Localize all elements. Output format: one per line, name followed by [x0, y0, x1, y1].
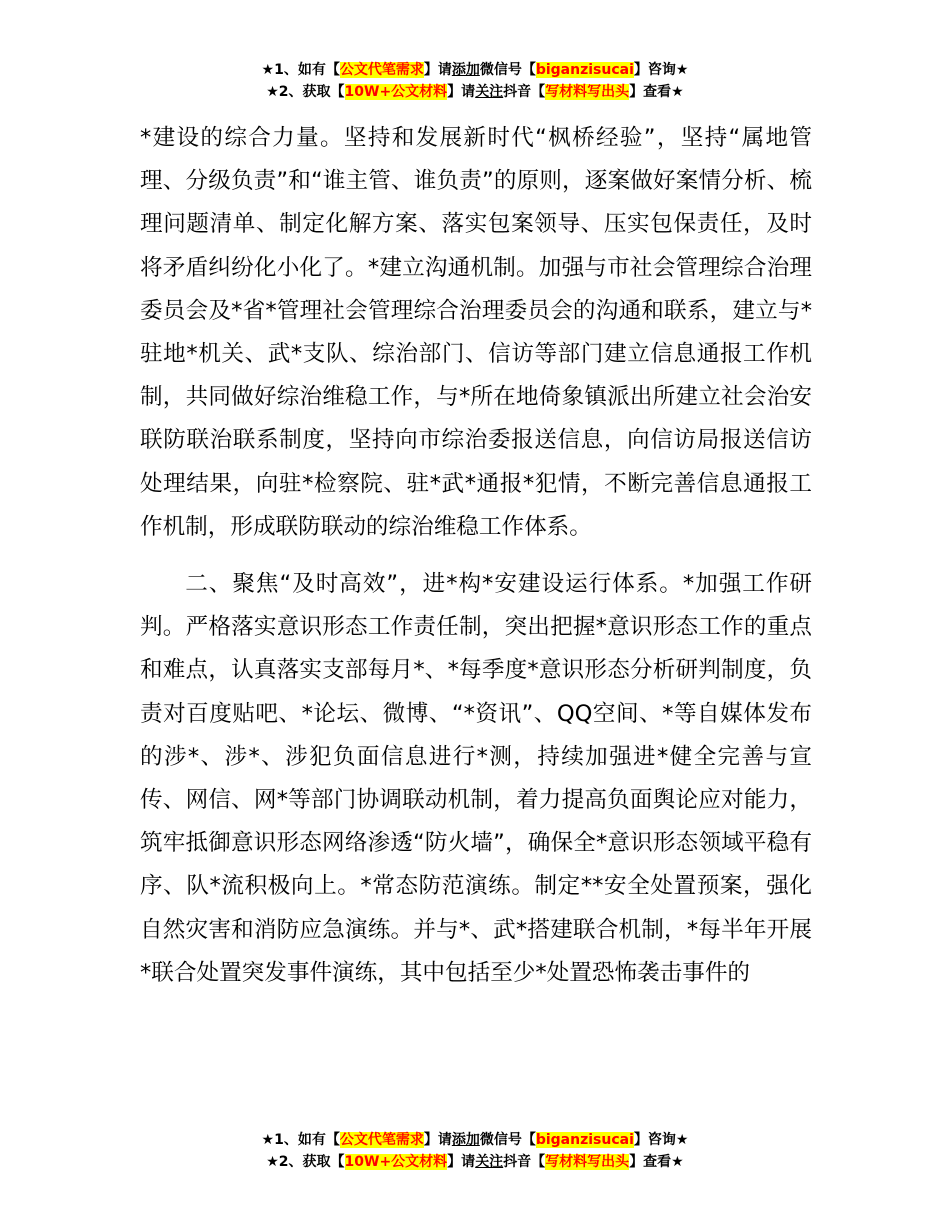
footer-banner-line-1	[0, 1129, 950, 1151]
banner-highlight: 写材料写出头	[545, 1154, 630, 1170]
banner-underline: 关注	[475, 84, 504, 100]
banner-text: 】请	[423, 62, 452, 78]
banner-underline: 添加	[451, 1132, 480, 1148]
banner-text: ★1、如有【	[261, 1132, 340, 1148]
banner-text: 】请	[423, 1132, 452, 1148]
header-banner-line-2	[0, 81, 950, 103]
banner-text: 抖音【	[503, 84, 546, 100]
banner-highlight: 公文代笔需求	[339, 62, 424, 78]
body-paragraph-2: 二、聚焦“及时高效”，进*构*安建设运行体系。*加强工作研判。严格落实意识形态工作责任制，突出把握*意识形态工作的重点和难点，认真落实支部每月*、*每季度*意识形态分析研判制度，负责对百度贴吧、*论坛、微博、“*资讯”、QQ空间、*等自媒体发布的涉*、涉*、涉犯负面信息进行*测，持续加强进*健全完善与宣传、网信、网*等部门协调联动机制，着力提高负面舆论应对能力，筑牢抵御意识形态网络渗透“防火墙”，确保全*意识形态领域平稳有序、队*流积极向上。*常态防范演练。制定**安全处置预案，强化自然灾害和消防应急演练。并与*、武*搭建联合机制，*每半年开展*联合处置突发事件演练，其中包括至少*处置恐怖袭击事件的	[140, 571, 812, 986]
banner-highlight: biganzisucai	[535, 62, 634, 78]
document-body	[140, 117, 812, 995]
banner-text: 微信号【	[479, 62, 536, 78]
banner-text: 】咨询★	[633, 1132, 689, 1148]
banner-text: 】查看★	[629, 1154, 684, 1170]
banner-underline: 关注	[475, 1154, 504, 1170]
banner-text: 】查看★	[629, 84, 684, 100]
banner-underline: 添加	[451, 62, 480, 78]
banner-text: ★2、获取【	[266, 1154, 345, 1170]
banner-text: ★1、如有【	[261, 62, 340, 78]
banner-text: 】咨询★	[633, 62, 689, 78]
banner-highlight: biganzisucai	[535, 1132, 634, 1148]
header-banner-line-1	[0, 59, 950, 81]
banner-text: 】请	[447, 84, 476, 100]
banner-highlight: 写材料写出头	[545, 84, 630, 100]
header-banner	[0, 59, 950, 103]
banner-highlight: 10W+公文材料	[344, 1154, 448, 1170]
body-paragraph-1: *建设的综合力量。坚持和发展新时代“枫桥经验”，坚持“属地管理、分级负责”和“谁主管、谁负责”的原则，逐案做好案情分析、梳理问题清单、制定化解方案、落实包案领导、压实包保责任，及时将矛盾纠纷化小化了。*建立沟通机制。加强与市社会管理综合治理委员会及*省*管理社会管理综合治理委员会的沟通和联系，建立与*驻地*机关、武*支队、综治部门、信访等部门建立信息通报工作机制，共同做好综治维稳工作，与*所在地倚象镇派出所建立社会治安联防联治联系制度，坚持向市综治委报送信息，向信访局报送信访处理结果，向驻*检察院、驻*武*通报*犯情，不断完善信息通报工作机制，形成联防联动的综治维稳工作体系。	[140, 125, 812, 540]
footer-banner	[0, 1129, 950, 1173]
banner-text: ★2、获取【	[266, 84, 345, 100]
banner-text: 抖音【	[503, 1154, 546, 1170]
footer-banner-line-2	[0, 1151, 950, 1173]
banner-text: 】请	[447, 1154, 476, 1170]
banner-text: 微信号【	[479, 1132, 536, 1148]
banner-highlight: 公文代笔需求	[339, 1132, 424, 1148]
banner-highlight: 10W+公文材料	[344, 84, 448, 100]
